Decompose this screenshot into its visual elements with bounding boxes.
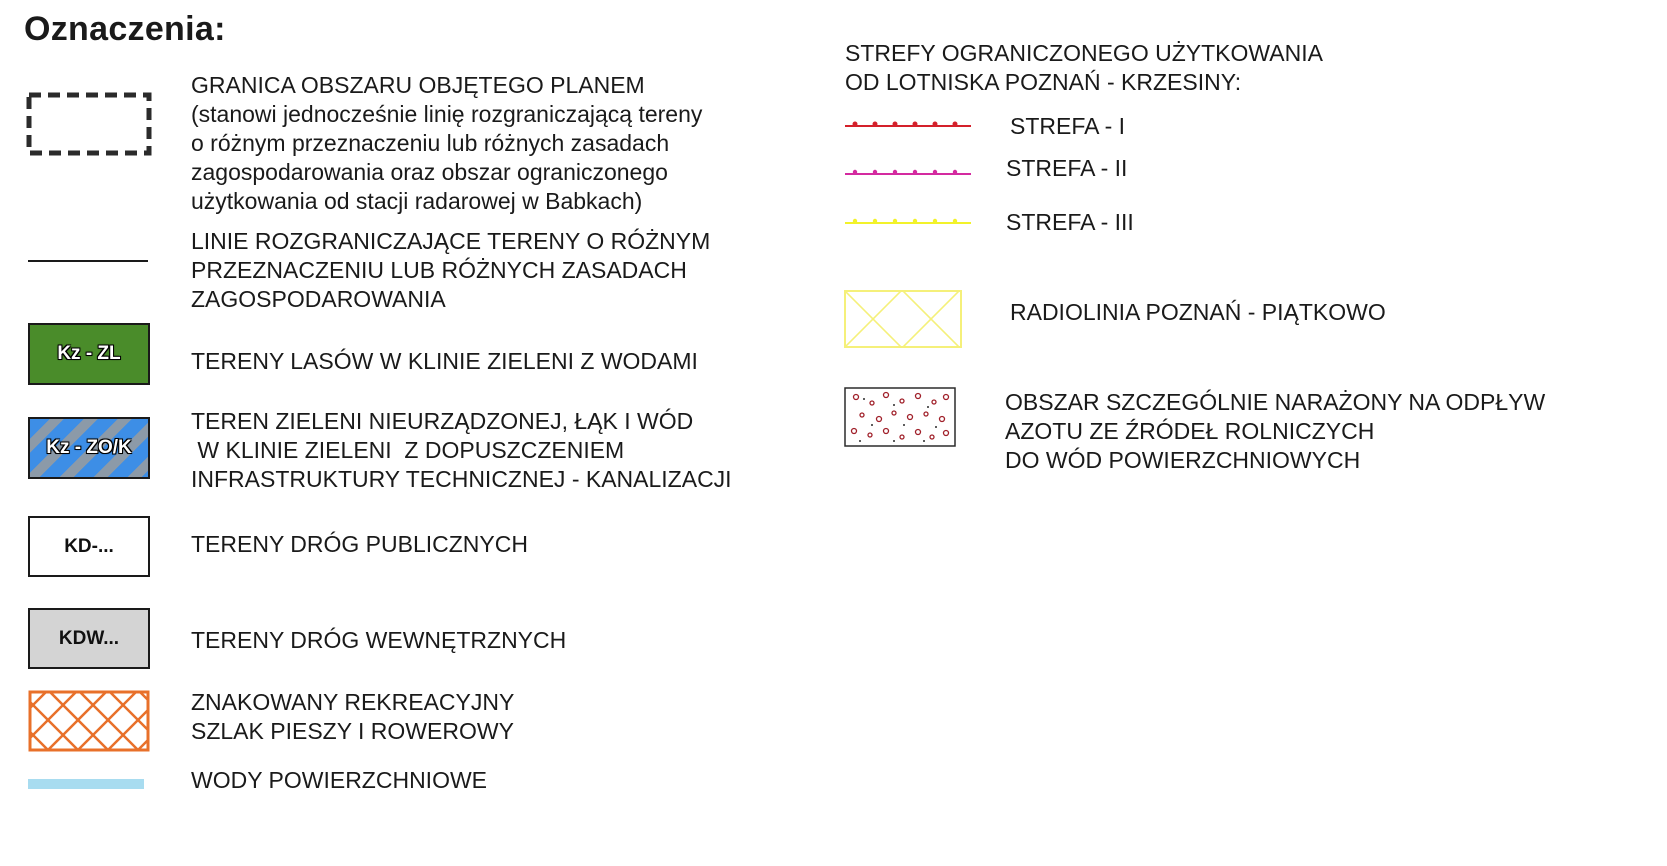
plan-boundary-symbol [26, 92, 154, 158]
nitrate-zone-symbol [844, 387, 958, 449]
zone-1-label [1010, 112, 1125, 141]
text-line: AZOTU ZE ŹRÓDEŁ ROLNICZYCH [1005, 418, 1375, 444]
forest-area-code: Kz - ZL [57, 343, 121, 364]
demarcation-lines-label [191, 227, 710, 314]
text-line: TERENY LASÓW W KLINIE ZIELENI Z WODAMI [191, 348, 698, 374]
text-line: OBSZAR SZCZEGÓLNIE NARAŻONY NA ODPŁYW [1005, 389, 1546, 415]
internal-roads-symbol [28, 608, 150, 669]
airport-zones-heading [845, 39, 1323, 97]
text-line: INFRASTRUKTURY TECHNICZNEJ - KANALIZACJI [191, 466, 732, 492]
text-line: PRZEZNACZENIU LUB RÓŻNYCH ZASADACH [191, 257, 687, 283]
text-line: TEREN ZIELENI NIEURZĄDZONEJ, ŁĄK I WÓD [191, 408, 694, 434]
surface-waters-symbol [28, 779, 144, 789]
text-line: DO WÓD POWIERZCHNIOWYCH [1005, 447, 1361, 473]
zone-3-label [1006, 208, 1134, 237]
text-line: zagospodarowania oraz obszar ograniczonego [191, 159, 668, 185]
text-line: STREFA - II [1006, 155, 1128, 181]
text-line: ZNAKOWANY REKREACYJNY [191, 689, 515, 715]
text-line: GRANICA OBSZARU OBJĘTEGO PLANEM [191, 72, 645, 98]
text-line: RADIOLINIA POZNAŃ - PIĄTKOWO [1010, 299, 1386, 325]
text-line: STREFA - I [1010, 113, 1126, 139]
text-line: o różnym przeznaczeniu lub różnych zasadach [191, 130, 670, 156]
forest-area-symbol [28, 323, 150, 385]
text-line: TERENY DRÓG WEWNĘTRZNYCH [191, 627, 567, 653]
green-wedge-area-code: Kz - ZO/K [46, 437, 132, 458]
text-line: SZLAK PIESZY I ROWEROWY [191, 718, 514, 744]
text-line: LINIE ROZGRANICZAJĄCE TERENY O RÓŻNYM [191, 228, 711, 254]
public-roads-label [191, 530, 528, 559]
demarcation-line-symbol [28, 256, 150, 266]
text-line: STREFY OGRANICZONEGO UŻYTKOWANIA [845, 40, 1323, 66]
zone-2-symbol [845, 165, 973, 179]
forest-area-label [191, 347, 698, 376]
recreation-trail-symbol [28, 690, 152, 754]
surface-waters-label [191, 766, 487, 795]
radio-link-label [1010, 298, 1386, 327]
recreation-trail-label [191, 688, 514, 746]
green-wedge-area-symbol [28, 417, 150, 479]
internal-roads-label [191, 626, 566, 655]
radio-link-symbol [844, 290, 964, 350]
internal-roads-code: KDW... [58, 627, 120, 649]
public-roads-symbol [28, 516, 150, 577]
text-line: WODY POWIERZCHNIOWE [191, 767, 488, 793]
text-line: OD LOTNISKA POZNAŃ - KRZESINY: [845, 69, 1242, 95]
green-wedge-area-label [191, 407, 732, 494]
zone-1-symbol [845, 117, 973, 131]
text-line: STREFA - III [1006, 209, 1134, 235]
text-line: (stanowi jednocześnie linię rozgraniczającą tereny [191, 101, 703, 127]
text-line: TERENY DRÓG PUBLICZNYCH [191, 531, 528, 557]
text-line: ZAGOSPODAROWANIA [191, 286, 446, 312]
zone-3-symbol [845, 214, 973, 228]
zone-2-label [1006, 154, 1127, 183]
plan-boundary-label [191, 71, 702, 216]
text-line: użytkowania od stacji radarowej w Babkach) [191, 188, 643, 214]
text-line: W KLINIE ZIELENI Z DOPUSZCZENIEM [191, 437, 625, 463]
legend-title: Oznaczenia: [24, 10, 226, 48]
nitrate-zone-label [1005, 388, 1545, 475]
public-roads-code: KD-... [64, 535, 114, 557]
